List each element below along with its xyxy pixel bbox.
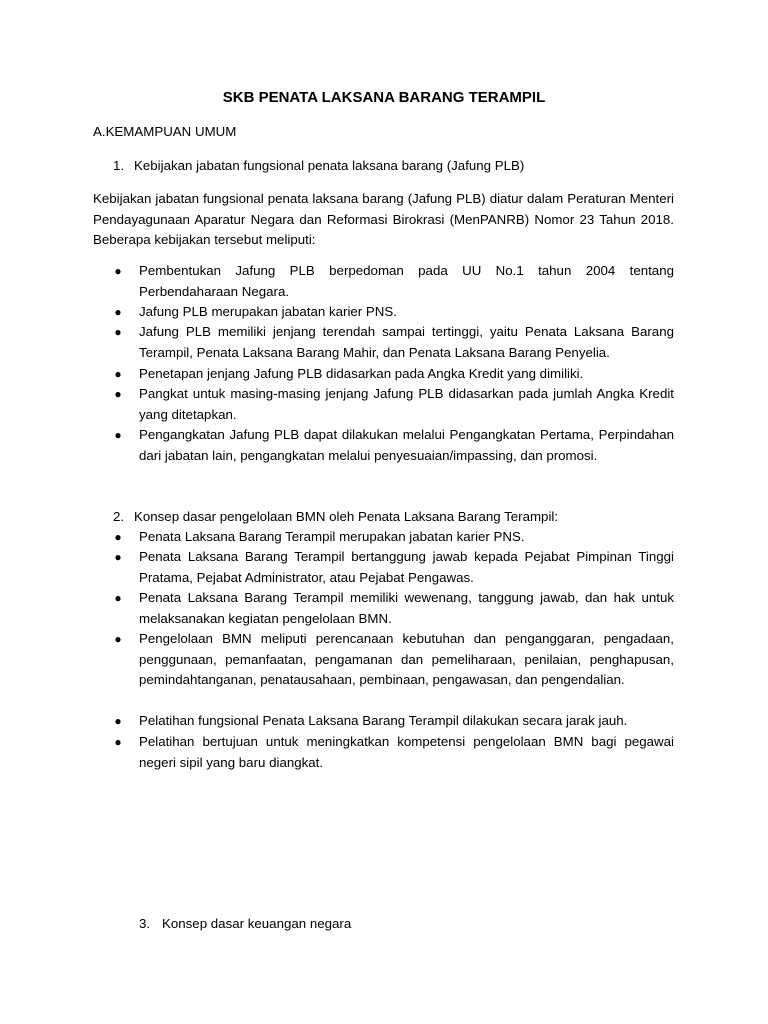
bullet-marker: ● [114,387,122,401]
bullet-marker: ● [114,632,122,646]
list-item: Pelatihan bertujuan untuk meningkatkan kompetensi pengelolaan BMN bagi pegawai negeri sipil yang baru diangkat. [139,734,674,770]
list-item: Penetapan jenjang Jafung PLB didasarkan pada Angka Kredit yang dimiliki. [139,366,584,381]
bullet-marker: ● [114,264,122,278]
list-item: Jafung PLB merupakan jabatan karier PNS. [139,304,397,319]
bullet-marker: ● [114,305,122,319]
section-heading-kemampuan-umum: A.KEMAMPUAN UMUM [93,124,237,139]
list-item: Penata Laksana Barang Terampil merupakan jabatan karier PNS. [139,529,525,544]
bullet-marker: ● [114,550,122,564]
bullet-marker: ● [114,714,122,728]
list-item: Penata Laksana Barang Terampil memiliki wewenang, tanggung jawab, dan hak untuk melaksanakan kegiatan pengelolaan BMN. [139,590,674,626]
item-3-number: 3. [139,916,151,931]
item-1-number: 1. [113,158,125,173]
bullet-marker: ● [114,735,122,749]
item-2-heading: Konsep dasar pengelolaan BMN oleh Penata Laksana Barang Terampil: [134,509,559,524]
list-item: Jafung PLB memiliki jenjang terendah sampai tertinggi, yaitu Penata Laksana Barang Terampil, Penata Laksana Barang Mahir, dan Penata Laksana Barang Penyelia. [139,324,674,360]
bullet-marker: ● [114,325,122,339]
list-item: Pengangkatan Jafung PLB dapat dilakukan melalui Pengangkatan Pertama, Perpindahan dari jabatan lain, pengangkatan melalui penyesuaian/impassing, dan promosi. [139,427,674,463]
list-item: Pangkat untuk masing-masing jenjang Jafung PLB didasarkan pada jumlah Angka Kredit yang ditetapkan. [139,386,674,422]
bullet-marker: ● [114,367,122,381]
document-title: SKB PENATA LAKSANA BARANG TERAMPIL [222,89,546,106]
bullet-marker: ● [114,530,122,544]
list-item: Pembentukan Jafung PLB berpedoman pada UU No.1 tahun 2004 tentang Perbendaharaan Negara. [139,263,674,299]
list-item: Pelatihan fungsional Penata Laksana Barang Terampil dilakukan secara jarak jauh. [139,713,628,728]
intro-paragraph: Kebijakan jabatan fungsional penata laksana barang (Jafung PLB) diatur dalam Peraturan Menteri Pendayagunaan Aparatur Negara dan Reformasi Birokrasi (MenPANRB) Nomor 23 Tahun 2018. Beberapa kebijakan tersebut meliputi: [93,191,674,247]
bullet-marker: ● [114,591,122,605]
list-item: Pengelolaan BMN meliputi perencanaan kebutuhan dan penganggaran, pengadaan, penggunaan, pemanfaatan, pengamanan dan pemeliharaan, penilaian, penghapusan, pemindahtanganan, penatausahaan, pembinaan, pengawasan, dan pengendalian. [139,631,674,687]
item-3-heading: Konsep dasar keuangan negara [162,916,352,931]
list-item: Penata Laksana Barang Terampil bertanggung jawab kepada Pejabat Pimpinan Tinggi Pratama, Pejabat Administrator, atau Pejabat Pengawas. [139,549,674,585]
item-1-heading: Kebijakan jabatan fungsional penata laksana barang (Jafung PLB) [134,158,525,173]
bullet-marker: ● [114,428,122,442]
item-2-number: 2. [113,509,125,524]
